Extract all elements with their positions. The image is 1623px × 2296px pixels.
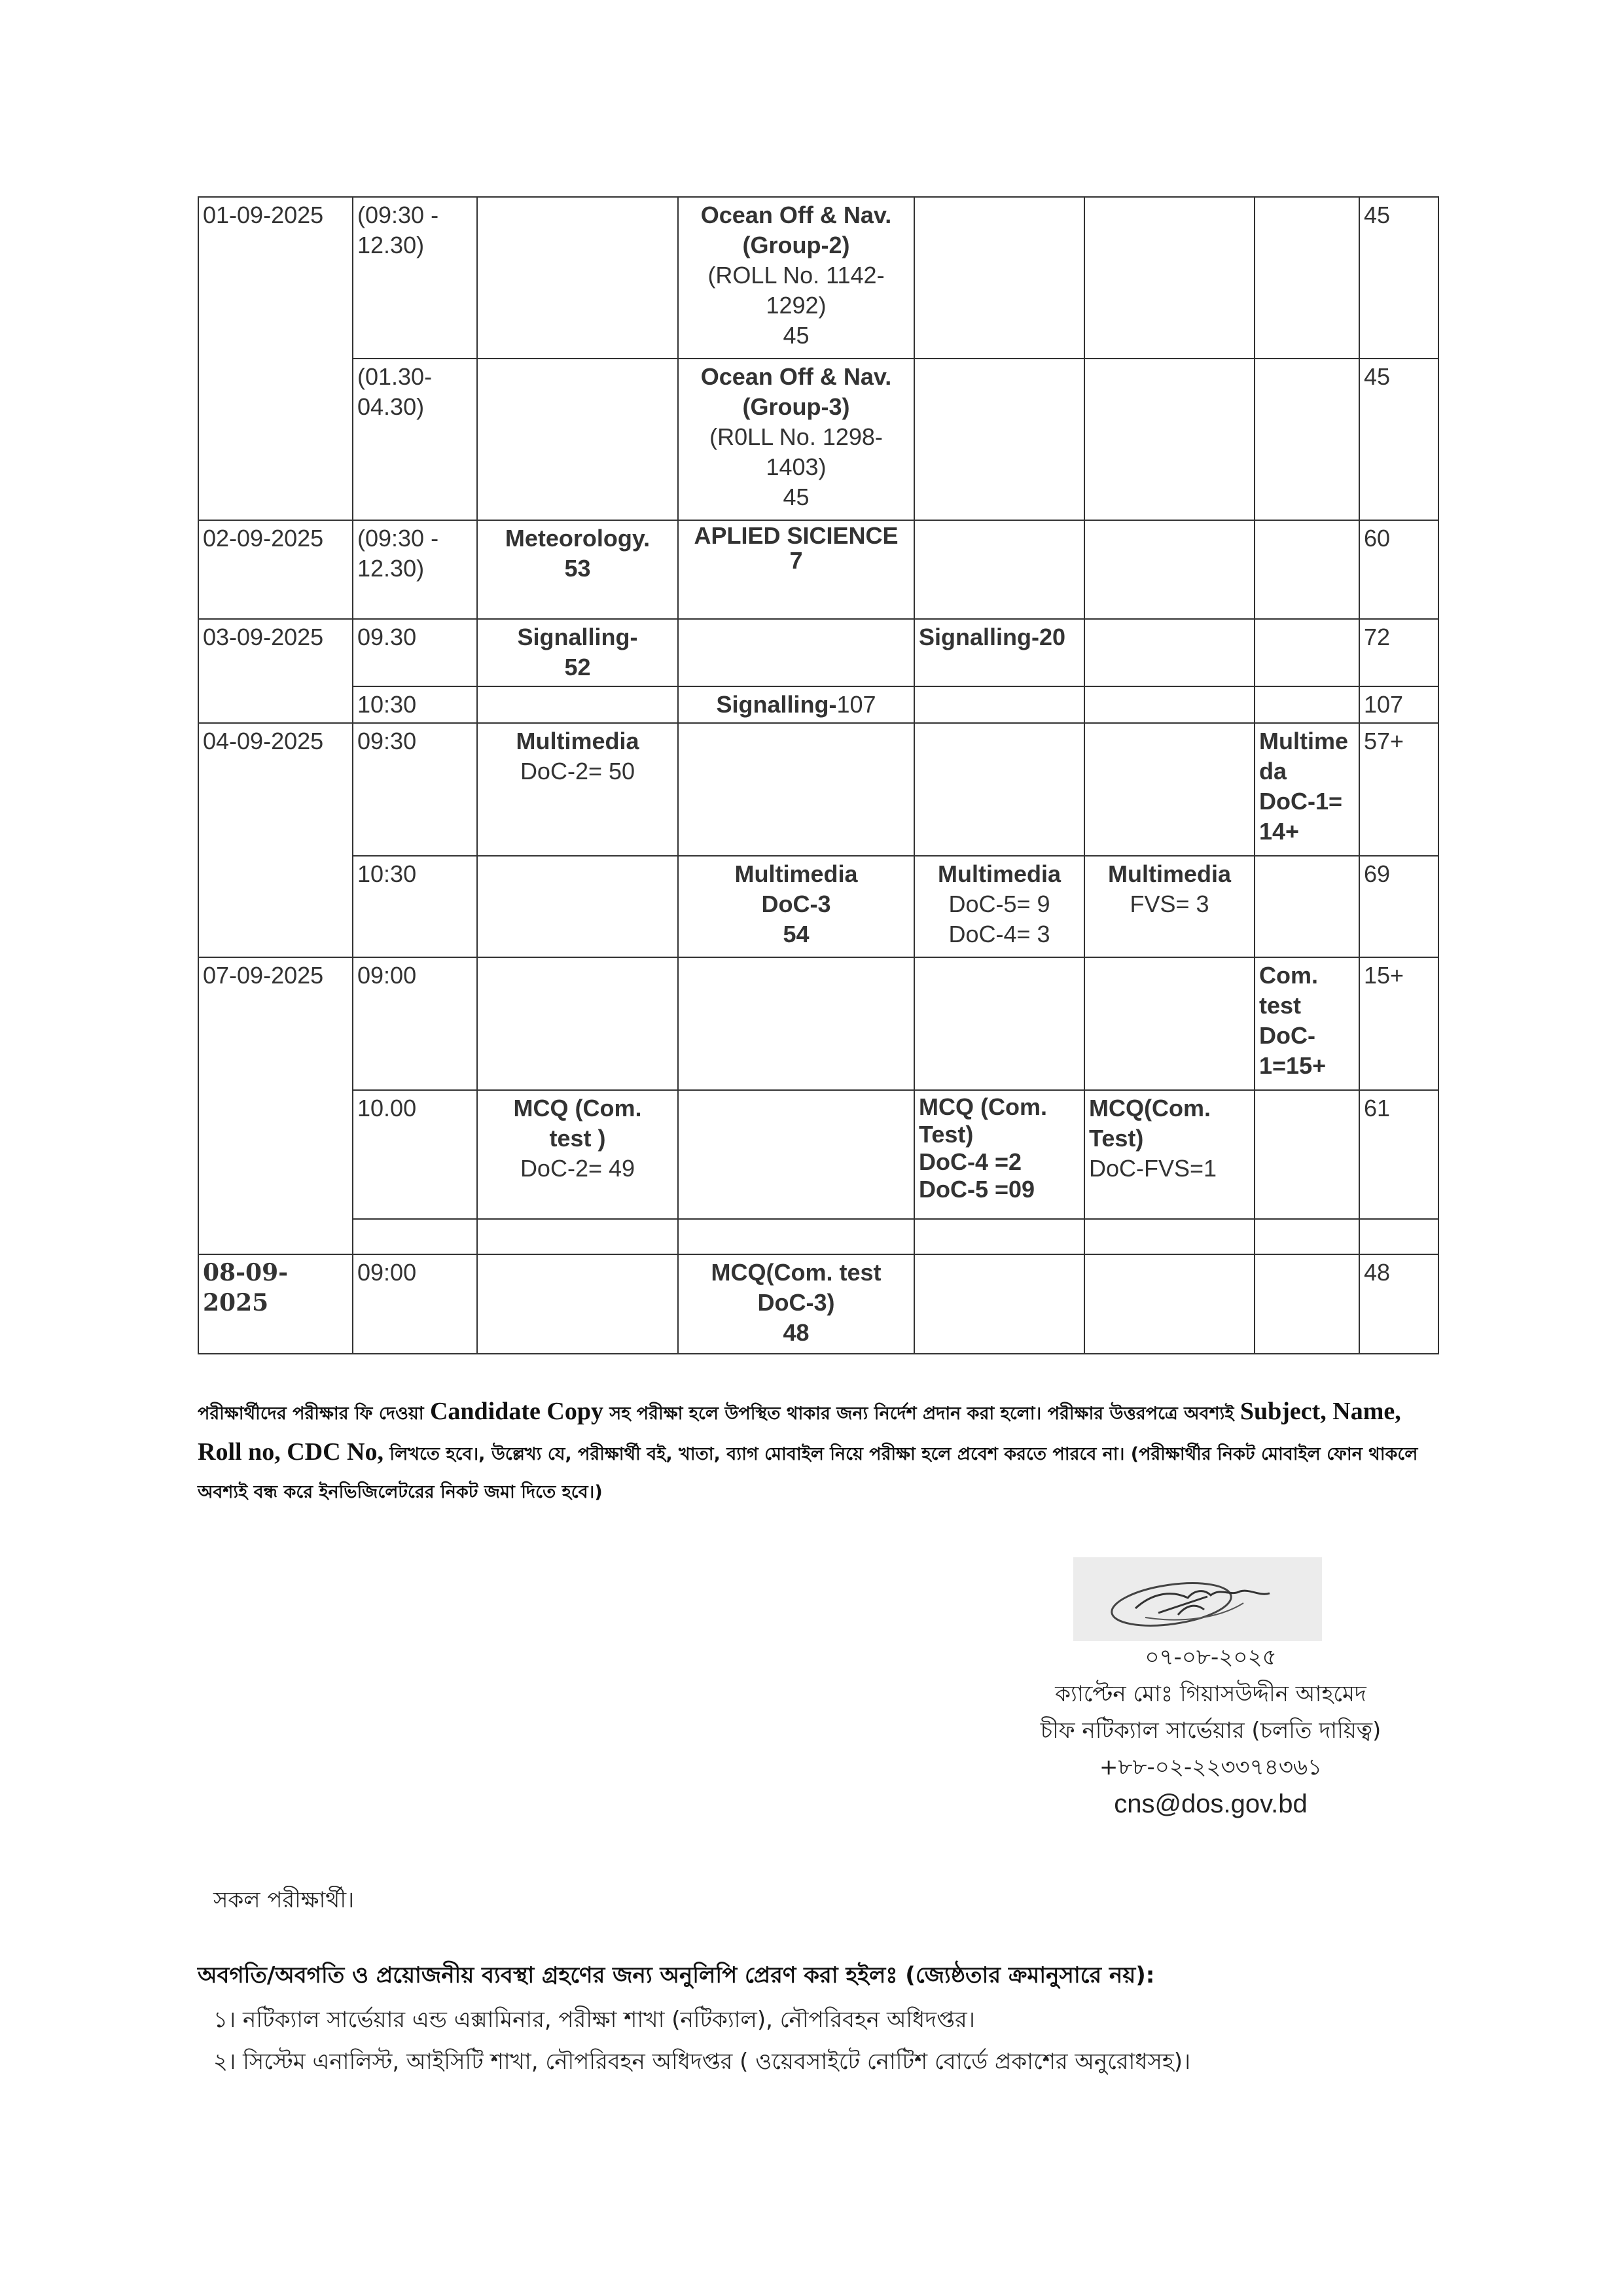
table-cell bbox=[678, 1254, 914, 1354]
table-cell bbox=[1255, 856, 1359, 957]
cell-text: DoC-FVS=1 bbox=[1089, 1155, 1217, 1182]
cell-text: 45 bbox=[783, 484, 810, 510]
table-row bbox=[198, 1090, 1438, 1219]
time-cell: (09:30 - 12.30) bbox=[353, 197, 477, 359]
recipient: সকল পরীক্ষার্থী। bbox=[213, 1887, 355, 1913]
time-cell: 10:30 bbox=[353, 856, 477, 957]
table-row bbox=[198, 197, 1438, 359]
table-cell bbox=[1084, 520, 1255, 619]
cell-text: (R0LL No. 1298- bbox=[709, 423, 883, 450]
cell-text: DoC-2= 49 bbox=[520, 1155, 635, 1182]
time-cell: (01.30- 04.30) bbox=[353, 359, 477, 520]
table-cell bbox=[1255, 723, 1359, 856]
table-cell bbox=[914, 197, 1084, 359]
table-cell bbox=[353, 1219, 477, 1254]
cell-text: Multimedia bbox=[734, 860, 858, 887]
list-item: ২। সিস্টেম এনালিস্ট, আইসিটি শাখা, নৌপরিবহন অধিদপ্তর ( ওয়েবসাইটে নোটিশ বোর্ডে প্রকাশের অনুরোধসহ)। bbox=[213, 2049, 1191, 2075]
table-cell bbox=[477, 520, 678, 619]
cell-text: 1403) bbox=[766, 453, 827, 480]
cell-text: Signalling- bbox=[517, 624, 638, 650]
cell-text: 1292) bbox=[766, 292, 827, 319]
cell-text: DoC-3 bbox=[761, 891, 831, 917]
signatory-email[interactable]: cns@dos.gov.bd bbox=[1114, 1790, 1308, 1818]
instruction-text: সহ পরীক্ষা হলে উপস্থিত থাকার জন্য নির্দেশ প্রদান করা হলো। পরীক্ষার উত্তরপত্রে অবশ্যই bbox=[603, 1404, 1240, 1424]
instruction-text: পরীক্ষার্থীদের পরীক্ষার ফি দেওয়া bbox=[198, 1404, 430, 1424]
table-cell bbox=[678, 619, 914, 686]
table-row bbox=[198, 359, 1438, 520]
cell-text: Multimedia bbox=[1107, 860, 1231, 887]
cell-text: test bbox=[1259, 992, 1302, 1019]
total-cell: 72 bbox=[1359, 619, 1438, 686]
cell-text: 14+ bbox=[1259, 818, 1300, 845]
total-cell: 45 bbox=[1359, 197, 1438, 359]
table-cell bbox=[1255, 957, 1359, 1090]
cell-text: MCQ (Com. bbox=[919, 1093, 1047, 1120]
date-cell: 08-09-2025 bbox=[198, 1254, 353, 1354]
time-cell: 09:30 bbox=[353, 723, 477, 856]
table-cell bbox=[678, 686, 914, 723]
table-cell bbox=[1359, 1219, 1438, 1254]
time-cell: 09.30 bbox=[353, 619, 477, 686]
table-row bbox=[198, 856, 1438, 957]
table-cell bbox=[1084, 1219, 1255, 1254]
table-cell bbox=[678, 197, 914, 359]
total-cell: 48 bbox=[1359, 1254, 1438, 1354]
date-cell: 03-09-2025 bbox=[198, 619, 353, 723]
cell-text: MCQ(Com. bbox=[1089, 1095, 1211, 1122]
table-cell bbox=[1084, 619, 1255, 686]
table-cell bbox=[477, 723, 678, 856]
cell-text: Multimedia bbox=[516, 728, 639, 754]
table-cell bbox=[678, 957, 914, 1090]
signatory-name: ক্যাপ্টেন মোঃ গিয়াসউদ্দীন আহমেদ bbox=[1055, 1681, 1366, 1707]
instruction-text: Candidate Copy bbox=[429, 1398, 603, 1425]
table-cell bbox=[1255, 359, 1359, 520]
table-cell bbox=[477, 856, 678, 957]
table-cell bbox=[477, 619, 678, 686]
table-row bbox=[198, 520, 1438, 619]
instruction-text: Subject, Name, Roll no, CDC No, bbox=[198, 1398, 1401, 1466]
date-cell: 04-09-2025 bbox=[198, 723, 353, 957]
table-cell bbox=[1255, 1090, 1359, 1219]
table-cell bbox=[1255, 1219, 1359, 1254]
table-row bbox=[198, 957, 1438, 1090]
table-cell bbox=[1084, 197, 1255, 359]
table-cell bbox=[914, 359, 1084, 520]
table-cell bbox=[1084, 957, 1255, 1090]
table-cell bbox=[678, 1090, 914, 1219]
copy-heading: অবগতি/অবগতি ও প্রয়োজনীয় ব্যবস্থা গ্রহণের জন্য অনুলিপি প্রেরণ করা হইলঃ (জ্যেষ্ঠতার ক্রমানুসারে নয়): bbox=[198, 1962, 1155, 1988]
table-cell bbox=[914, 1254, 1084, 1354]
cell-text: Multime bbox=[1259, 728, 1349, 754]
cell-text: Signalling- bbox=[716, 691, 837, 718]
cell-text: (Group-3) bbox=[742, 393, 850, 420]
table-cell bbox=[914, 686, 1084, 723]
cell-text: 52 bbox=[564, 654, 591, 680]
cell-text: DoC-4 =2 bbox=[919, 1148, 1022, 1175]
cell-text: Com. bbox=[1259, 962, 1318, 989]
cell-text: 53 bbox=[564, 555, 591, 582]
cell-text: 7 bbox=[789, 547, 803, 574]
total-cell: 61 bbox=[1359, 1090, 1438, 1219]
total-cell: 60 bbox=[1359, 520, 1438, 619]
cell-text: DoC-1= bbox=[1259, 788, 1343, 815]
cell-text: DoC-5= 9 bbox=[948, 891, 1050, 917]
table-cell bbox=[477, 197, 678, 359]
table-cell bbox=[1255, 619, 1359, 686]
exam-schedule-table bbox=[198, 196, 1439, 1354]
table-cell bbox=[477, 686, 678, 723]
table-cell bbox=[477, 1090, 678, 1219]
date-cell: 02-09-2025 bbox=[198, 520, 353, 619]
signatory-designation: চীফ নটিক্যাল সার্ভেয়ার (চলতি দায়িত্ব) bbox=[1040, 1718, 1382, 1744]
table-cell bbox=[678, 856, 914, 957]
table-row bbox=[198, 619, 1438, 686]
cell-text: test ) bbox=[549, 1125, 606, 1152]
table-cell bbox=[1084, 856, 1255, 957]
cell-text: (ROLL No. 1142- bbox=[707, 262, 885, 289]
cell-text: DoC-2= 50 bbox=[520, 758, 635, 785]
cell-text: Ocean Off & Nav. bbox=[700, 363, 892, 390]
table-cell bbox=[1255, 1254, 1359, 1354]
table-cell bbox=[914, 520, 1084, 619]
signature-icon bbox=[1073, 1557, 1322, 1641]
cell-text: Multimedia bbox=[937, 860, 1061, 887]
cell-text: APLIED SICIENCE bbox=[694, 522, 899, 549]
instruction-text: লিখতে হবে।, উল্লেখ্য যে, পরীক্ষার্থী বই, খাতা, ব্যাগ মোবাইল নিয়ে পরীক্ষা হলে প্রবেশ করতে পারবে না। (পরীক্ষার্থীর নিকট মোবাইল ফোন থাকলে অবশ্যই বন্ধ করে ইনভিজিলেটরের নিকট জমা দিতে হবে।) bbox=[198, 1444, 1418, 1502]
table-cell bbox=[1084, 1090, 1255, 1219]
cell-text: 54 bbox=[783, 921, 810, 947]
table-row bbox=[198, 1219, 1438, 1254]
cell-text: DoC- bbox=[1259, 1022, 1315, 1049]
table-cell bbox=[477, 1219, 678, 1254]
table-cell bbox=[678, 1219, 914, 1254]
table-cell bbox=[1084, 723, 1255, 856]
cell-text: (Group-2) bbox=[742, 232, 850, 258]
signatory-block bbox=[949, 1639, 1472, 1822]
cell-text: MCQ (Com. bbox=[513, 1095, 642, 1122]
total-cell: 15+ bbox=[1359, 957, 1438, 1090]
table-row bbox=[198, 1254, 1438, 1354]
cell-text: FVS= 3 bbox=[1130, 891, 1209, 917]
table-cell bbox=[678, 359, 914, 520]
total-cell: 69 bbox=[1359, 856, 1438, 957]
table-cell bbox=[914, 1219, 1084, 1254]
table-cell bbox=[1255, 520, 1359, 619]
cell-text: DoC-4= 3 bbox=[948, 921, 1050, 947]
table-cell bbox=[914, 957, 1084, 1090]
signature-image bbox=[1073, 1557, 1322, 1641]
table-cell bbox=[477, 1254, 678, 1354]
cell-text: Test) bbox=[1089, 1125, 1144, 1152]
table-cell bbox=[1255, 197, 1359, 359]
cell-text: 107 bbox=[836, 691, 876, 718]
table-cell bbox=[914, 856, 1084, 957]
cell-text: 48 bbox=[783, 1319, 810, 1346]
table-cell bbox=[1084, 359, 1255, 520]
table-cell bbox=[678, 520, 914, 619]
table-cell bbox=[1084, 686, 1255, 723]
table-cell bbox=[914, 1090, 1084, 1219]
table-row bbox=[198, 723, 1438, 856]
time-cell: 10.00 bbox=[353, 1090, 477, 1219]
table-cell bbox=[914, 619, 1084, 686]
total-cell: 45 bbox=[1359, 359, 1438, 520]
time-cell: 10:30 bbox=[353, 686, 477, 723]
cell-text: Ocean Off & Nav. bbox=[700, 202, 892, 228]
date-cell: 01-09-2025 bbox=[198, 197, 353, 520]
cell-text: DoC-5 =09 bbox=[919, 1176, 1035, 1203]
total-cell: 57+ bbox=[1359, 723, 1438, 856]
time-cell: (09:30 - 12.30) bbox=[353, 520, 477, 619]
copy-list bbox=[213, 1999, 1190, 2083]
cell-text: da bbox=[1259, 758, 1287, 785]
signature-date: ০৭-০৮-২০২৫ bbox=[1145, 1644, 1277, 1670]
table-cell bbox=[477, 957, 678, 1090]
cell-text: Signalling-20 bbox=[919, 624, 1066, 650]
total-cell: 107 bbox=[1359, 686, 1438, 723]
signatory-phone: +৮৮-০২-২২৩৩৭৪৩৬১ bbox=[1099, 1754, 1323, 1780]
table-cell bbox=[1084, 1254, 1255, 1354]
cell-text: Meteorology. bbox=[505, 525, 651, 552]
table-cell bbox=[914, 723, 1084, 856]
cell-text: Test) bbox=[919, 1121, 974, 1148]
exam-instructions bbox=[198, 1392, 1441, 1511]
cell-text: DoC-3) bbox=[757, 1289, 835, 1316]
list-item: ১। নটিক্যাল সার্ভেয়ার এন্ড এক্সামিনার, পরীক্ষা শাখা (নটিক্যাল), নৌপরিবহন অধিদপ্তর। bbox=[213, 2007, 975, 2033]
time-cell: 09:00 bbox=[353, 1254, 477, 1354]
table-cell bbox=[477, 359, 678, 520]
cell-text: 1=15+ bbox=[1259, 1052, 1327, 1079]
time-cell: 09:00 bbox=[353, 957, 477, 1090]
table-cell bbox=[678, 723, 914, 856]
cell-text: 45 bbox=[783, 322, 810, 349]
cell-text: MCQ(Com. test bbox=[711, 1259, 882, 1286]
table-row bbox=[198, 686, 1438, 723]
table-cell bbox=[1255, 686, 1359, 723]
date-cell: 07-09-2025 bbox=[198, 957, 353, 1254]
